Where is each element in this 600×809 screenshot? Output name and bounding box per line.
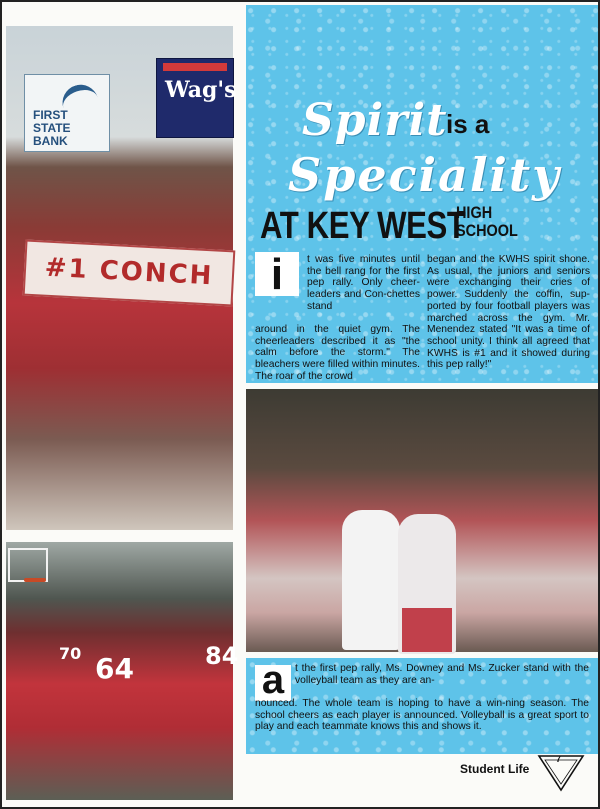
wags-sign-text: Wag's — [165, 77, 237, 103]
headline-high: HIGH — [456, 203, 493, 222]
first-state-bank-sign — [24, 74, 110, 152]
coach-downey-figure — [342, 510, 400, 650]
conch-banner-text: #1 CONCH — [44, 252, 215, 292]
headline-key-west: AT KEY WEST — [260, 205, 466, 247]
story2-rest: nounced. The whole team is hoping to have a win-ning season. The school cheers as each player is announced. Volleyball is a great sport to play and each teammate knows this and shows it. — [255, 698, 589, 733]
headline-speciality: Speciality — [288, 148, 561, 202]
wags-sign-stripe — [163, 63, 227, 71]
basketball-backboard — [8, 548, 48, 582]
headline-high-school — [456, 204, 518, 240]
story1-column1-top: t was five minutes until the bell rang for the first pep rally. Only cheer-leaders and Con-chettes stand — [307, 254, 420, 312]
headline-school: SCHOOL — [456, 221, 518, 240]
page-number-triangle-icon — [537, 752, 585, 792]
story1-column2: began and the KWHS spirit shone. As usual, the juniors and seniors were exchanging their cries of power. Suddenly the coffin, sup-ported by four football players was marched across the gym. Mr. Menendez stated "It was a time of school unity. I think all agreed that KWHS is #1 and it showed during this pep rally!" — [427, 254, 590, 371]
jersey-number-64: 64 — [95, 652, 134, 685]
jersey-number-70: 70 — [59, 644, 82, 663]
jersey-number-84: 84 — [205, 642, 239, 670]
headline-is-a: is a — [446, 109, 490, 139]
headline-spirit: Spirit — [302, 95, 448, 146]
story1-column1-rest: around in the quiet gym. The cheerleaders described it as "the calm before the storm." The bleachers were filled within minutes. The roar of the crowd — [255, 324, 420, 382]
conch-banner — [23, 240, 236, 307]
wags-sign — [156, 58, 237, 138]
basketball-rim — [24, 578, 46, 582]
story2-dropcap: a — [255, 665, 291, 701]
bank-sign-text: FIRST STATE BANK — [33, 108, 71, 148]
section-footer: Student Life — [460, 762, 530, 776]
story2-first-line: t the first pep rally, Ms. Downey and Ms. Zucker stand with the volleyball team as they are an- — [295, 663, 589, 686]
coach-zucker-pants — [402, 608, 452, 652]
story1-dropcap: i — [255, 252, 299, 296]
page-number: 7 — [556, 754, 562, 764]
